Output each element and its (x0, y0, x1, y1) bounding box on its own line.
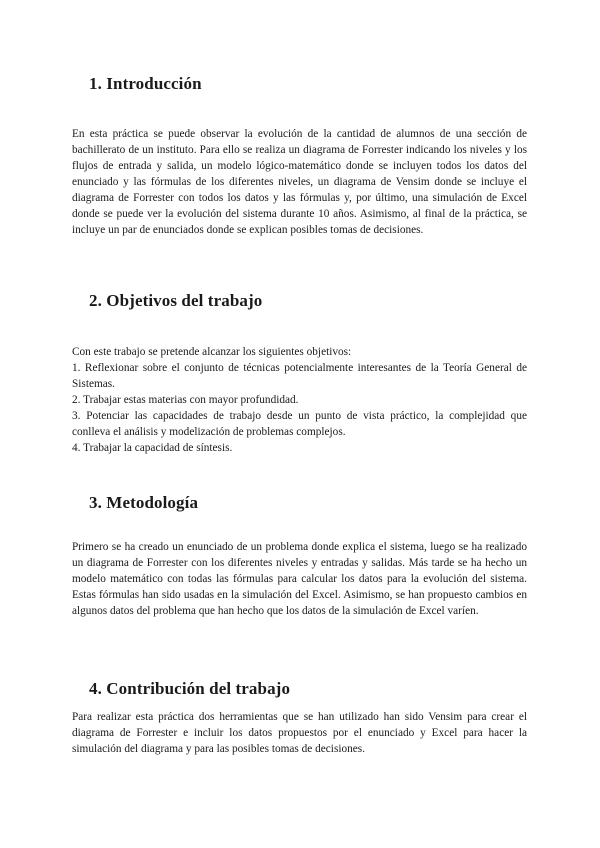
section-body-introduccion: En esta práctica se puede observar la evolución de la cantidad de alumnos de una sección de bachillerato de un instituto. Para ello se realiza un diagrama de Forrester indicando los niveles y los flujos de entrada y salida, un modelo lógico-matemático donde se incluyen todos los datos del enunciado y las fórmulas de los diferentes niveles, un diagrama de Vensim donde se incluye el diagrama de Forrester con todos los datos y las fórmulas y, por último, una simulación de Excel donde se puede ver la evolución del sistema durante 10 años. Asimismo, al final de la práctica, se incluye un par de enunciados donde se explican posibles tomas de decisiones. (72, 128, 527, 236)
section-heading-objetivos: 2. Objetivos del trabajo (89, 291, 263, 310)
list-item: 4. Trabajar la capacidad de síntesis. (72, 442, 233, 454)
objetivos-list (72, 360, 527, 456)
list-item: 3. Potenciar las capacidades de trabajo desde un punto de vista práctico, la complejidad que conlleva el análisis y modelización de problemas complejos. (72, 410, 527, 438)
section-heading-metodologia: 3. Metodología (89, 493, 199, 512)
objetivos-intro: Con este trabajo se pretende alcanzar los siguientes objetivos: (72, 346, 352, 358)
section-heading-contribucion: 4. Contribución del trabajo (89, 679, 291, 698)
list-item: 2. Trabajar estas materias con mayor profundidad. (72, 394, 299, 406)
section-heading-introduccion: 1. Introducción (89, 74, 202, 93)
section-body-metodologia: Primero se ha creado un enunciado de un problema donde explica el sistema, luego se ha realizado un diagrama de Forrester con los diferentes niveles y entradas y salidas. Más tarde se ha hecho un modelo matemático con todas las fórmulas para calcular los datos para la evolución del sistema. Estas fórmulas han sido usadas en la simulación del Excel. Asimismo, se han propuesto cambios en algunos datos del problema que han hecho que los datos de la simulación de Excel varíen. (72, 541, 527, 617)
list-item: 1. Reflexionar sobre el conjunto de técnicas potencialmente interesantes de la Teoría General de Sistemas. (72, 362, 527, 390)
section-body-contribucion: Para realizar esta práctica dos herramientas que se han utilizado han sido Vensim para crear el diagrama de Forrester e incluir los datos propuestos por el enunciado y Excel para hacer la simulación del diagrama y para las posibles tomas de decisiones. (72, 711, 527, 755)
